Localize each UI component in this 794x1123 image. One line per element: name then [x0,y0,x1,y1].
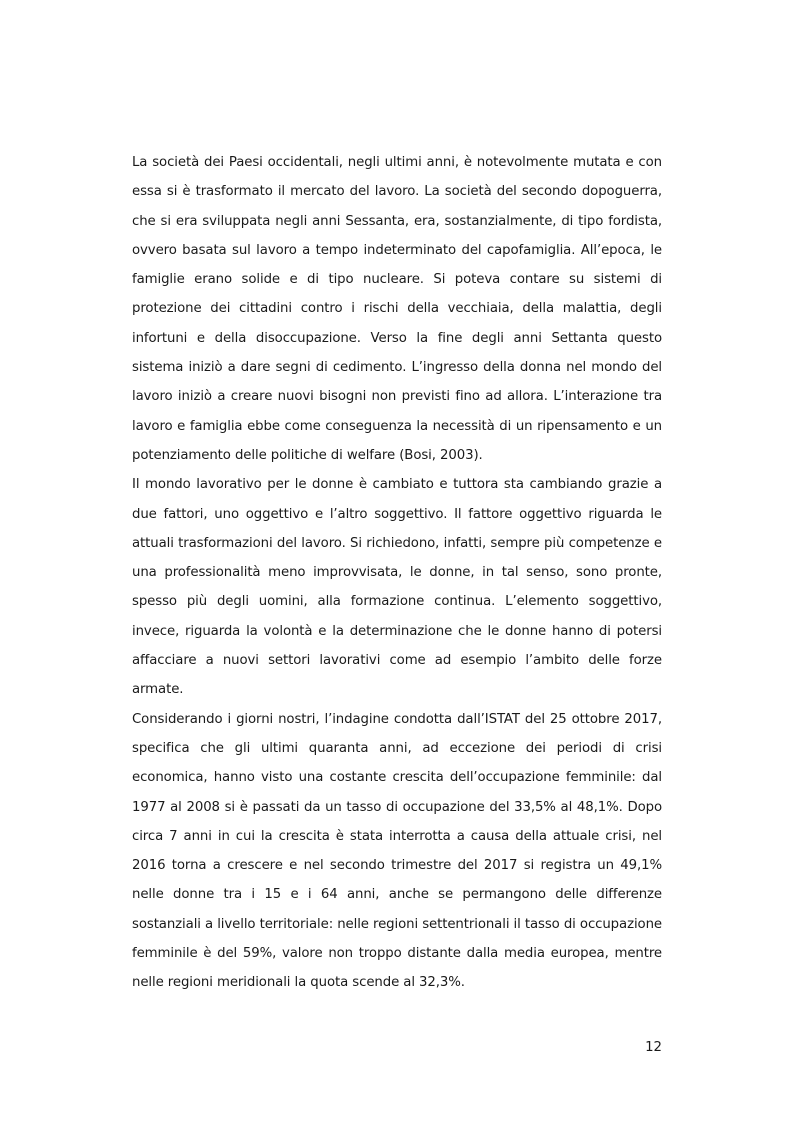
paragraph-2: Il mondo lavorativo per le donne è cambiato e tuttora sta cambiando grazie a due fattori, uno oggettivo e l’altro soggettivo. Il fattore oggettivo riguarda le attuali trasformazioni del lavoro. Si richiedono, infatti, sempre più competenze e una professionalità meno improvvisata, le donne, in tal senso, sono pronte, spesso più degli uomini, alla formazione continua. L’elemento soggettivo, invece, riguarda la volontà e la determinazione che le donne hanno di potersi affacciare a nuovi settori lavorativi come ad esempio l’ambito delle forze armate. [132,477,662,698]
page-number: 12 [645,1040,662,1055]
paragraph-3: Considerando i giorni nostri, l’indagine condotta dall’ISTAT del 25 ottobre 2017, specifica che gli ultimi quaranta anni, ad eccezione dei periodi di crisi economica, hanno visto una costante crescita dell’occupazione femminile: dal 1977 al 2008 si è passati da un tasso di occupazione del 33,5% al 48,1%. Dopo circa 7 anni in cui la crescita è stata interrotta a causa della attuale crisi, nel 2016 torna a crescere e nel secondo trimestre del 2017 si registra un 49,1% nelle donne tra i 15 e i 64 anni, anche se permangono delle differenze sostanziali a livello territoriale: nelle regioni settentrionali il tasso di occupazione femminile è del 59%, valore non troppo distante dalla media europea, mentre nelle regioni meridionali la quota scende al 32,3%. [132,711,662,991]
paragraph-1: La società dei Paesi occidentali, negli ultimi anni, è notevolmente mutata e con essa si è trasformato il mercato del lavoro. La società del secondo dopoguerra, che si era sviluppata negli anni Sessanta, era, sostanzialmente, di tipo fordista, ovvero basata sul lavoro a tempo indeterminato del capofamiglia. All’epoca, le famiglie erano solide e di tipo nucleare. Si poteva contare su sistemi di protezione dei cittadini contro i rischi della vecchiaia, della malattia, degli infortuni e della disoccupazione. Verso la fine degli anni Settanta questo sistema iniziò a dare segni di cedimento. L’ingresso della donna nel mondo del lavoro iniziò a creare nuovi bisogni non previsti fino ad allora. L’interazione tra lavoro e famiglia ebbe come conseguenza la necessità di un ripensamento e un potenziamento delle politiche di welfare (Bosi, 2003). [132,155,662,463]
body-text [132,148,662,998]
